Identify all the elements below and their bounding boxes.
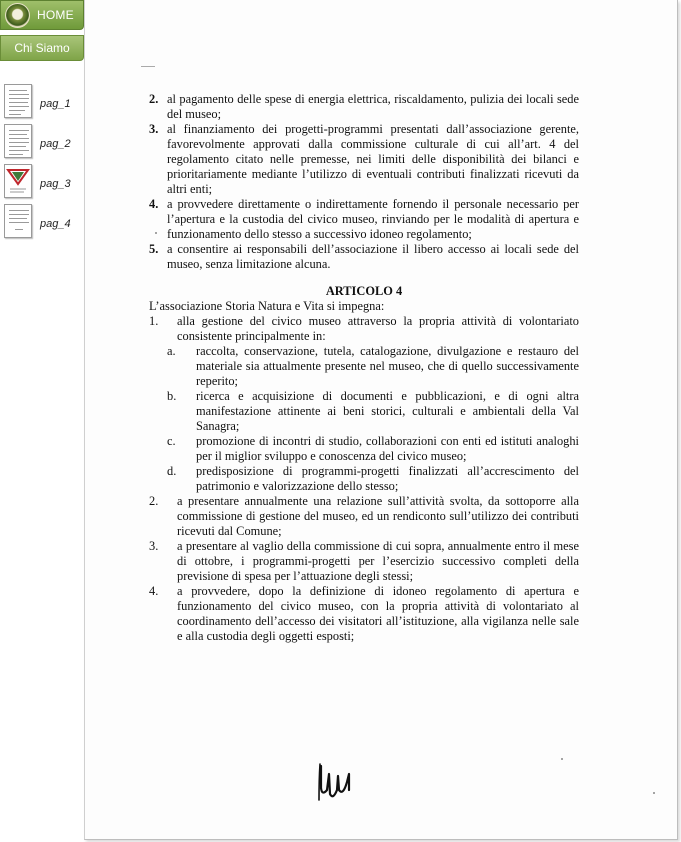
list-item: 3. a presentare al vaglio della commissione di cui sopra, annualmente entro il mese di ottobre, i programmi-progetti per l’esercizio successivo completi della previsione di spesa per l’attuazione degli stessi;: [149, 539, 579, 583]
list-item: 2. al pagamento delle spese di energia elettrica, riscaldamento, pulizia dei locali sede del museo;: [149, 92, 579, 121]
chi-siamo-button[interactable]: Chi Siamo: [0, 35, 84, 61]
page-link-label[interactable]: pag_4: [40, 218, 71, 230]
sub-list-item: a. raccolta, conservazione, tutela, catalogazione, divulgazione e restauro del materiale sia attualmente presente nel museo, che di quello successivamente reperito;: [167, 344, 579, 388]
sub-list-item: c. promozione di incontri di studio, collaborazioni con enti ed istituti analoghi per il miglior sviluppo e conoscenza del civico museo;: [167, 434, 579, 463]
page-link-2[interactable]: [4, 124, 84, 160]
article-heading: ARTICOLO 4: [325, 284, 403, 298]
list-item: 3. al finanziamento dei progetti-programmi presentati dall’associazione gerente, favorevolmente approvati dalla commissione culturale di cui all’art. 4 del regolamento citato nelle premesse, nei limiti delle disponibilità dei bilanci e prioritariamente mediante l’utilizzo di eventuali contributi finalizzati ricevuti da altri enti;: [149, 122, 579, 196]
page-link-1[interactable]: [4, 84, 84, 120]
emblem-thumbnail-icon[interactable]: [4, 164, 32, 198]
article-intro: L’associazione Storia Natura e Vita si impegna:: [149, 299, 385, 313]
page-link-3[interactable]: [4, 164, 84, 200]
home-label: HOME: [37, 8, 74, 22]
list-item: 2. a presentare annualmente una relazione sull’attività svolta, da sottoporre alla commissione di gestione del museo, ed un rendiconto sull’utilizzo dei contributi ricevuti dal Comune;: [149, 494, 579, 538]
document-page: [84, 0, 678, 840]
scan-mark: [653, 792, 655, 794]
page-link-label[interactable]: pag_3: [40, 178, 71, 190]
list-item: 1. alla gestione del civico museo attraverso la propria attività di volontariato consistente principalmente in:: [149, 314, 579, 343]
page-link-4[interactable]: [4, 204, 84, 240]
museum-logo-icon: [5, 3, 30, 28]
list-item: 4. a provvedere, dopo la definizione di idoneo regolamento di apertura e funzionamento del civico museo, con la propria attività di volontariato al coordinamento dell’accesso dei visitatori all’istituzione, alla vigilanza nelle sale e alla custodia degli oggetti esposti;: [149, 584, 579, 643]
page-link-label[interactable]: pag_2: [40, 138, 71, 150]
sub-list-item: b. ricerca e acquisizione di documenti e pubblicazioni, e di ogni altra manifestazione attinente ai beni storici, culturali e ambientali della Val Sanagra;: [167, 389, 579, 433]
list-item: 4. a provvedere direttamente o indirettamente fornendo il personale necessario per l’apertura e la custodia del civico museo, rinviando per le modalità di apertura e funzionamento dello stesso a successivo idoneo regolamento;: [149, 197, 579, 241]
home-button[interactable]: [0, 0, 84, 30]
scan-mark: [561, 758, 563, 760]
sub-list-item: d. predisposizione di programmi-progetti finalizzati all’accrescimento del patrimonio e valorizzazione dello stesso;: [167, 464, 579, 493]
scan-mark: [141, 66, 155, 67]
document-thumbnail-icon[interactable]: [4, 84, 32, 118]
list-item: 5. a consentire ai responsabili dell’associazione il libero accesso ai locali sede del museo, senza limitazione alcuna.: [149, 242, 579, 271]
document-thumbnail-icon[interactable]: [4, 204, 32, 238]
handwritten-signature: [313, 760, 363, 820]
page-link-label[interactable]: pag_1: [40, 98, 71, 110]
document-thumbnail-icon[interactable]: [4, 124, 32, 158]
document-text: [149, 92, 579, 644]
